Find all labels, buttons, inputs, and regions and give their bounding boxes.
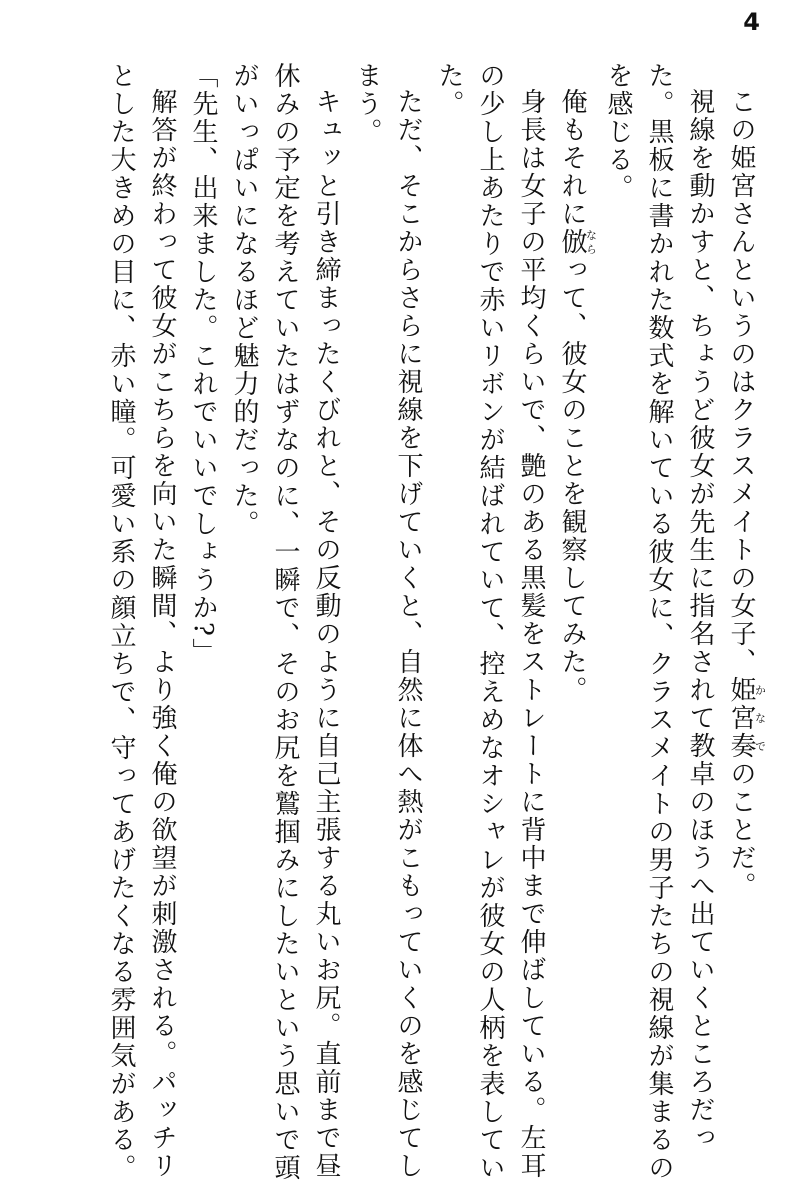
ruby-base: 倣: [557, 228, 587, 256]
paragraph: [428, 62, 551, 1182]
text-segment: 解答が終わって彼女がこちらを向いた瞬間、より強く俺の欲望が刺激される。パッチリとした大きめの目に、赤い瞳。可愛い系の顔立ちで、守ってあげたくなる雰囲気がある。: [106, 62, 177, 1182]
text-segment: 視線を動かすと、ちょうど彼女が先生に指名されて教卓のほうへ出ていくところだった。黒板に書かれた数式を解いている彼女に、クラスメイトの男子たちの視線が集まるのを感じる。: [603, 62, 715, 1182]
paragraph: [346, 62, 428, 1182]
text-segment: 「先生、出来ました。これでいいでしょうか?」: [188, 62, 218, 666]
ruby-annotated-word: [726, 676, 767, 760]
novel-text-body: [100, 62, 766, 1182]
text-segment: この姫宮さんというのはクラスメイトの女子、: [726, 88, 756, 676]
text-segment: ただ、そこからさらに視線を下げていくと、自然に体へ熱がこもっていくのを感じてしまう。: [352, 62, 423, 1180]
ruby-base: 姫宮奏: [726, 676, 756, 760]
paragraph: [551, 62, 597, 1182]
text-segment: 身長は女子の平均くらいで、艶のある黒髪をストレートに背中まで伸ばしている。左耳の少し上あたりで赤いリボンが結ばれていて、控えめなオシャレが彼女の人柄を表していた。: [434, 62, 546, 1182]
ruby-annotated-word: [557, 228, 598, 256]
paragraph: [100, 62, 182, 1182]
text-segment: キュッと引き締まったくびれと、その反動のように自己主張する丸いお尻。直前まで昼休みの予定を考えていたはずなのに、一瞬で、そのお尻を鷲掴みにしたいという思いで頭がいっぱいになるほど魅力的だった。: [229, 62, 341, 1182]
paragraph: [597, 62, 720, 1182]
paragraph: [223, 62, 346, 1182]
paragraph: [182, 62, 223, 1182]
paragraph: [720, 62, 766, 1182]
ruby-reading: なら: [584, 228, 598, 256]
text-segment: のことだ。: [726, 760, 756, 900]
page-number: 4: [743, 8, 760, 36]
text-segment: って、彼女のことを観察してみた。: [557, 256, 587, 704]
ruby-reading: かなで: [753, 676, 767, 760]
text-segment: 俺もそれに: [557, 88, 587, 228]
